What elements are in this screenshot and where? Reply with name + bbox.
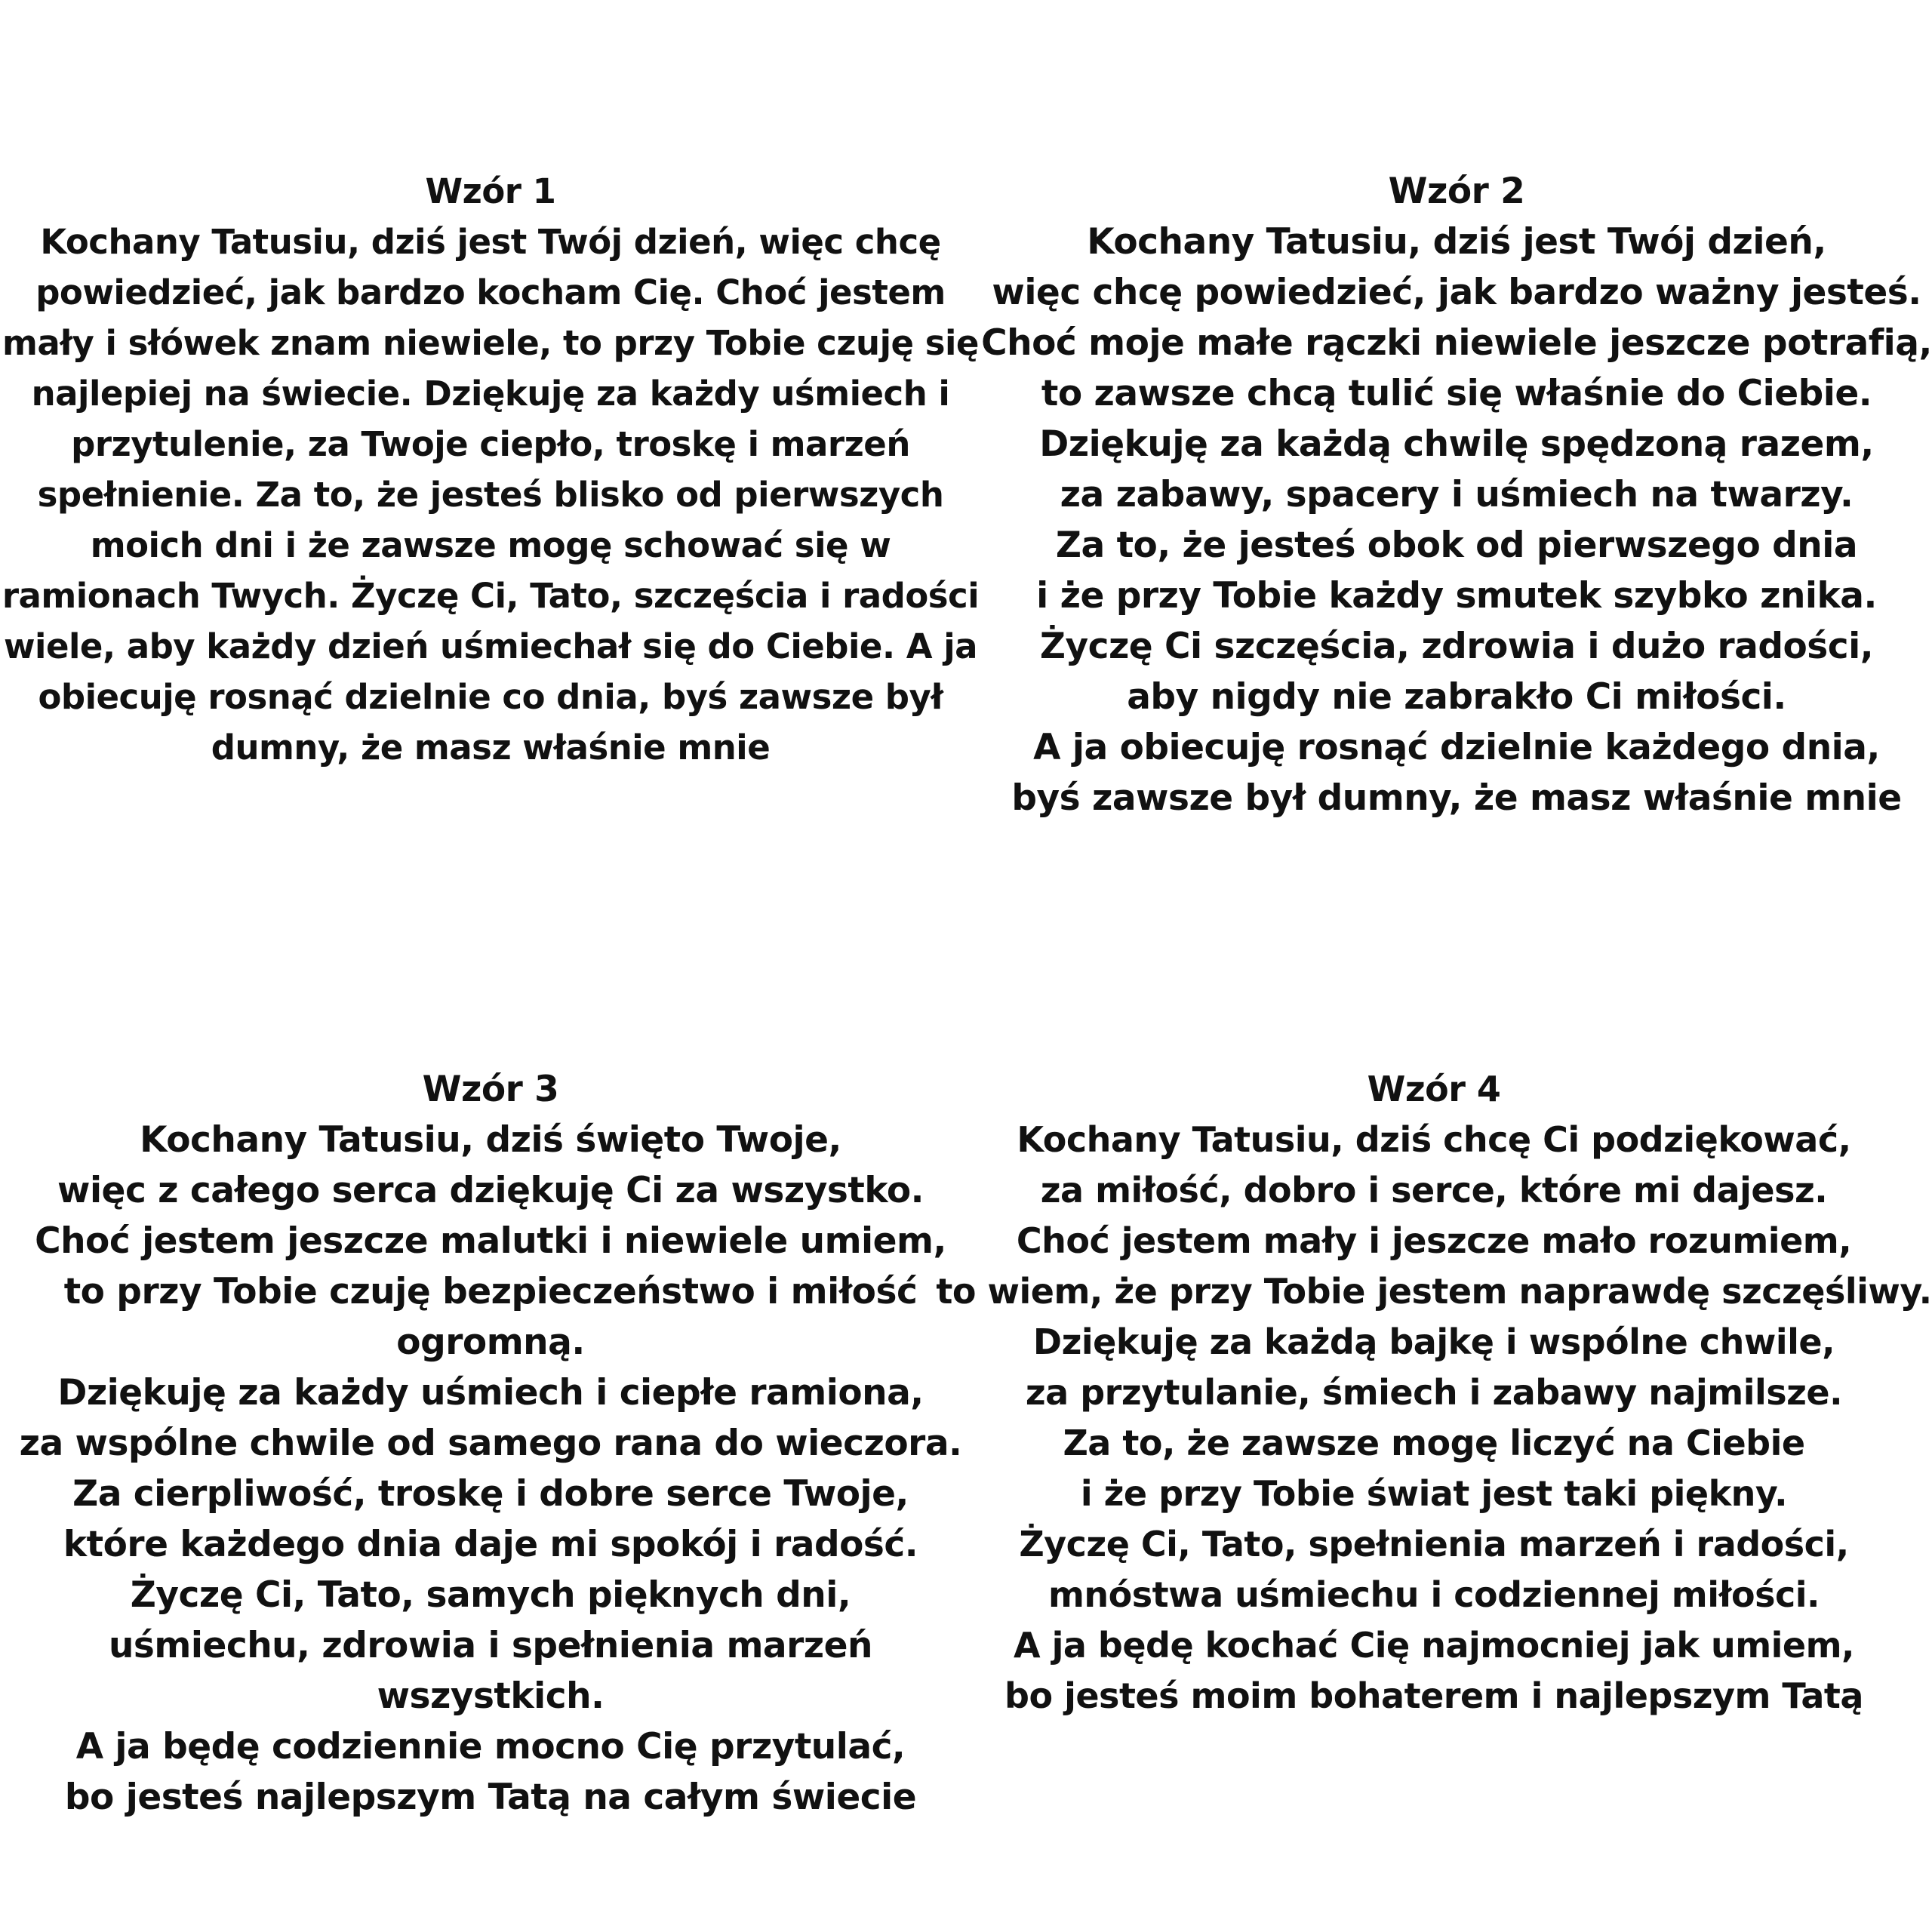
text-line: A ja obiecuję rosnąć dzielnie każdego dnia, bbox=[1033, 727, 1880, 768]
text-line: dumny, że masz właśnie mnie bbox=[211, 728, 771, 768]
pattern-title: Wzór 1 bbox=[425, 171, 556, 211]
text-line: Choć jestem mały i jeszcze mało rozumiem, bbox=[1016, 1220, 1852, 1261]
text-line: powiedzieć, jak bardzo kocham Cię. Choć jestem bbox=[35, 272, 946, 312]
text-line: i że przy Tobie każdy smutek szybko znika. bbox=[1036, 575, 1877, 617]
text-line: więc z całego serca dziękuję Ci za wszystko. bbox=[57, 1170, 924, 1211]
text-line: za zabawy, spacery i uśmiech na twarzy. bbox=[1060, 474, 1854, 515]
text-line: wszystkich. bbox=[377, 1675, 605, 1717]
pattern-1 bbox=[0, 166, 981, 773]
text-line: Kochany Tatusiu, dziś święto Twoje, bbox=[140, 1119, 841, 1161]
text-line: Choć jestem jeszcze malutki i niewiele umiem, bbox=[35, 1220, 946, 1262]
text-line: Kochany Tatusiu, dziś chcę Ci podziękować, bbox=[1017, 1119, 1851, 1160]
pattern-2 bbox=[981, 166, 1932, 823]
text-line: bo jesteś moim bohaterem i najlepszym Tatą bbox=[1004, 1675, 1863, 1716]
text-line: Dziękuję za każdą chwilę spędzoną razem, bbox=[1039, 423, 1874, 465]
text-line: Za to, że jesteś obok od pierwszego dnia bbox=[1055, 525, 1858, 566]
text-line: bo jesteś najlepszym Tatą na całym świecie bbox=[64, 1777, 917, 1818]
text-line: Za to, że zawsze mogę liczyć na Ciebie bbox=[1063, 1423, 1805, 1463]
text-line: A ja będę codziennie mocno Cię przytulać, bbox=[75, 1726, 906, 1767]
pattern-title: Wzór 4 bbox=[1367, 1069, 1501, 1109]
text-line: A ja będę kochać Cię najmocniej jak umiem, bbox=[1013, 1625, 1855, 1666]
text-line: obiecuję rosnąć dzielnie co dnia, byś zawsze był bbox=[38, 677, 943, 717]
text-line: to wiem, że przy Tobie jestem naprawdę szczęśliwy. bbox=[936, 1271, 1932, 1312]
text-line: Za cierpliwość, troskę i dobre serce Twoje, bbox=[72, 1473, 909, 1515]
text-line: mnóstwa uśmiechu i codziennej miłości. bbox=[1048, 1574, 1820, 1615]
text-line: Życzę Ci, Tato, samych pięknych dni, bbox=[130, 1574, 851, 1616]
text-line: za przytulanie, śmiech i zabawy najmilsze. bbox=[1025, 1372, 1843, 1413]
text-line: to zawsze chcą tulić się właśnie do Ciebie. bbox=[1041, 373, 1872, 414]
pattern-title: Wzór 2 bbox=[1388, 171, 1525, 212]
text-line: uśmiechu, zdrowia i spełnienia marzeń bbox=[108, 1625, 873, 1666]
text-line: Dziękuję za każdą bajkę i wspólne chwile, bbox=[1032, 1321, 1835, 1362]
text-line: ramionach Twych. Życzę Ci, Tato, szczęścia i radości bbox=[2, 576, 980, 616]
text-line: za miłość, dobro i serce, które mi dajesz. bbox=[1040, 1170, 1828, 1211]
pattern-4 bbox=[936, 1064, 1932, 1721]
text-line: więc chcę powiedzieć, jak bardzo ważny jesteś. bbox=[992, 272, 1921, 313]
text-line: Dziękuję za każdy uśmiech i ciepłe ramiona, bbox=[57, 1372, 924, 1414]
text-line: które każdego dnia daje mi spokój i radość. bbox=[63, 1524, 918, 1565]
text-line: przytulenie, za Twoje ciepło, troskę i marzeń bbox=[71, 424, 910, 464]
pattern-3 bbox=[0, 1064, 981, 1823]
text-line: wiele, aby każdy dzień uśmiechał się do Ciebie. A ja bbox=[3, 626, 977, 666]
text-line: spełnienie. Za to, że jesteś blisko od pierwszych bbox=[37, 475, 944, 515]
text-line: i że przy Tobie świat jest taki piękny. bbox=[1080, 1473, 1788, 1514]
text-line: Choć moje małe rączki niewiele jeszcze potrafią, bbox=[981, 322, 1932, 364]
text-line: Kochany Tatusiu, dziś jest Twój dzień, bbox=[1087, 221, 1826, 263]
text-line: to przy Tobie czuję bezpieczeństwo i miłość bbox=[63, 1271, 918, 1312]
text-line: moich dni i że zawsze mogę schować się w bbox=[90, 525, 891, 565]
text-line: ogromną. bbox=[396, 1321, 585, 1363]
pattern-title: Wzór 3 bbox=[422, 1069, 559, 1110]
text-line: najlepiej na świecie. Dziękuję za każdy uśmiech i bbox=[31, 374, 950, 414]
text-line: mały i słówek znam niewiele, to przy Tobie czuję się bbox=[2, 323, 979, 363]
text-line: Kochany Tatusiu, dziś jest Twój dzień, więc chcę bbox=[40, 222, 941, 262]
text-line: aby nigdy nie zabrakło Ci miłości. bbox=[1127, 676, 1786, 718]
text-line: Życzę Ci, Tato, spełnienia marzeń i radości, bbox=[1019, 1524, 1849, 1564]
text-line: za wspólne chwile od samego rana do wieczora. bbox=[19, 1423, 962, 1464]
text-line: byś zawsze był dumny, że masz właśnie mnie bbox=[1011, 777, 1902, 819]
text-line: Życzę Ci szczęścia, zdrowia i dużo radości, bbox=[1039, 626, 1874, 667]
